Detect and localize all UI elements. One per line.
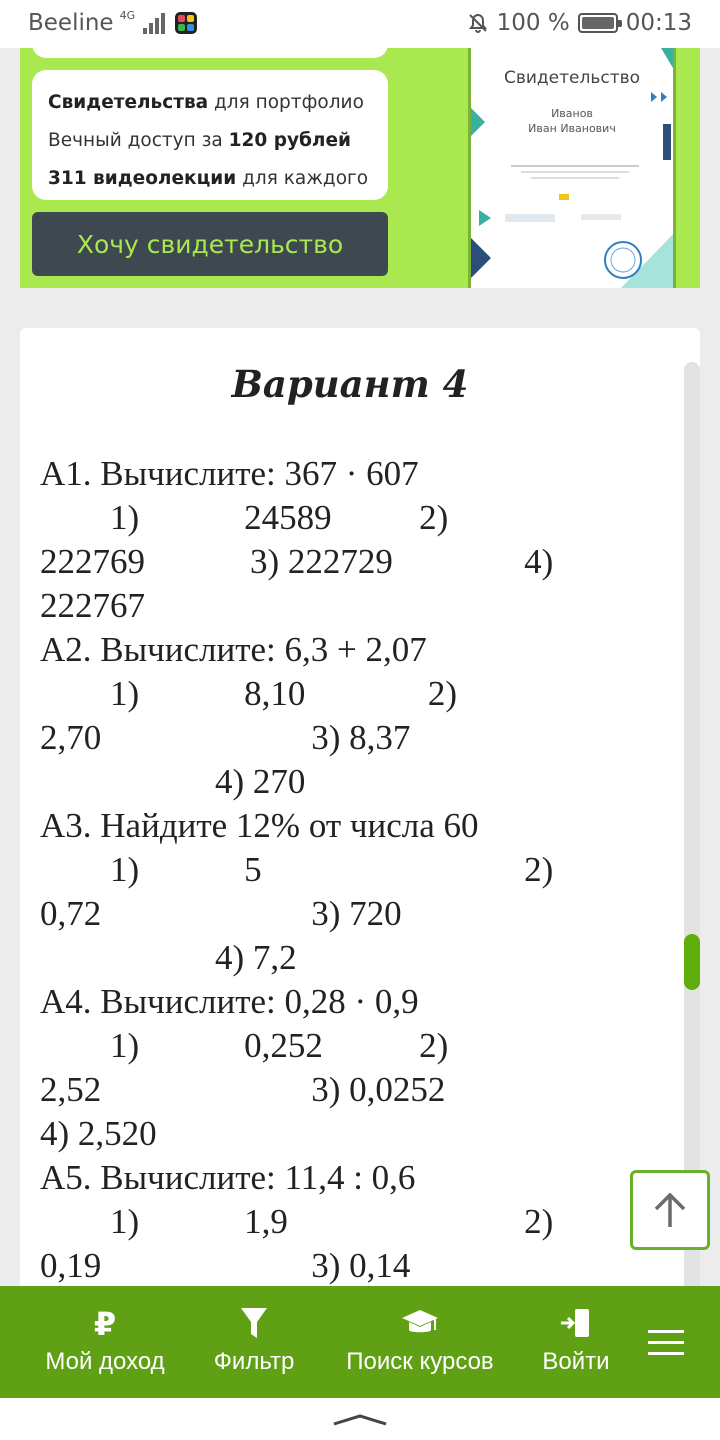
filter-icon <box>239 1306 269 1342</box>
promo-card <box>32 70 388 200</box>
text-line: А1. Вычислите: 367 · 607 <box>40 454 419 493</box>
text-line: А5. Вычислите: 11,4 : 0,6 <box>40 1158 416 1197</box>
status-left <box>28 10 197 36</box>
certificate-preview-image <box>468 48 676 288</box>
article-content <box>20 328 700 1328</box>
battery-percent: 100 % <box>496 10 570 36</box>
arrow-up-icon <box>633 1173 707 1247</box>
nav-filter[interactable]: Фильтр <box>204 1286 304 1398</box>
scrollbar-thumb[interactable] <box>684 934 700 990</box>
ruble-icon: ₽ <box>93 1305 117 1343</box>
text-line: А4. Вычислите: 0,28 · 0,9 <box>40 982 419 1021</box>
chevron-up-icon[interactable] <box>0 1398 720 1440</box>
text-line: 4) 7,2 <box>40 938 297 977</box>
signal-icon <box>143 12 165 34</box>
text-line: 1) 1,9 2) <box>40 1202 554 1241</box>
text-line: 0,72 3) 720 <box>40 894 402 933</box>
bottom-navigation <box>0 1286 720 1398</box>
network-type: 4G <box>119 8 136 22</box>
graduation-cap-icon <box>400 1306 440 1342</box>
login-icon <box>559 1306 593 1342</box>
nav-my-income[interactable]: ₽ Мой доход <box>45 1305 165 1375</box>
text-line: 1) 0,252 2) <box>40 1026 449 1065</box>
promo-line-2: Вечный доступ за 120 рублей <box>48 130 351 151</box>
status-bar <box>0 0 720 48</box>
promo-line-3: 311 видеолекции для каждого <box>48 168 369 189</box>
app-notification-icon <box>175 12 197 34</box>
bell-off-icon <box>467 12 489 34</box>
text-line: 4) 270 <box>40 762 306 801</box>
certificate-title: Свидетельство <box>503 68 641 88</box>
text-line: А3. Найдите 12% от числа 60 <box>40 806 479 845</box>
promo-line-1: Свидетельства для портфолио <box>48 92 364 113</box>
promo-top-card <box>32 48 388 58</box>
scroll-to-top-button[interactable] <box>630 1170 710 1250</box>
nav-login[interactable]: Войти <box>536 1286 616 1398</box>
promo-banner <box>20 48 700 288</box>
text-line: 1) 8,10 2) <box>40 674 458 713</box>
clock: 00:13 <box>625 10 692 36</box>
text-line: 2,52 3) 0,0252 <box>40 1070 446 1109</box>
text-line: 1) 24589 2) <box>40 498 449 537</box>
status-right <box>467 10 692 36</box>
text-line: 0,19 3) 0,14 <box>40 1246 411 1285</box>
text-line: 222767 <box>40 586 145 625</box>
text-line: 2,70 3) 8,37 <box>40 718 411 757</box>
carrier-name: Beeline <box>28 10 114 36</box>
text-line: 4) 2,520 <box>40 1114 157 1153</box>
page-title: Вариант 4 <box>231 362 469 406</box>
text-line: А2. Вычислите: 6,3 + 2,07 <box>40 630 427 669</box>
menu-icon[interactable] <box>648 1330 684 1356</box>
nav-search-courses[interactable]: Поиск курсов <box>334 1286 506 1398</box>
text-line: 1) 5 2) <box>40 850 554 889</box>
get-certificate-button[interactable]: Хочу свидетельство <box>32 212 388 276</box>
battery-icon <box>578 13 618 33</box>
certificate-name: Иванов Иван Иванович <box>528 107 616 135</box>
text-line: 222769 3) 222729 4) <box>40 542 554 581</box>
system-navigation-bar <box>0 1398 720 1440</box>
